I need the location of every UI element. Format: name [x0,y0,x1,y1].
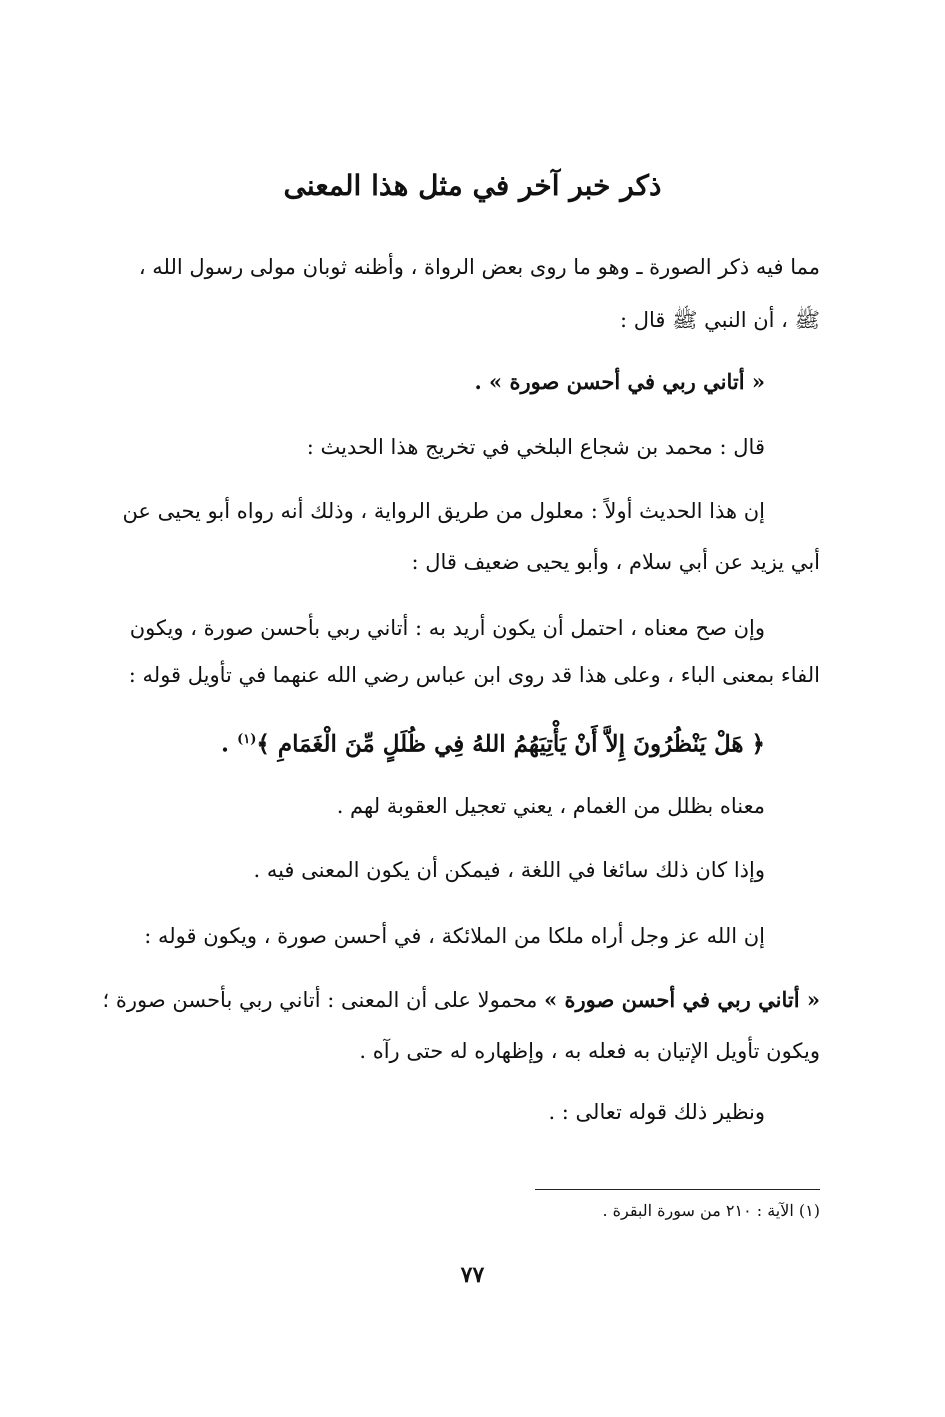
page-title: ذكر خبر آخر في مثل هذا المعنى [283,169,662,202]
text-line-7: وإن صح معناه ، احتمل أن يكون أريد به : أتاني ربي بأحسن صورة ، ويكون [129,616,765,640]
text-line-5: إن هذا الحديث أولاً : معلول من طريق الرواية ، وذلك أنه رواه أبو يحيى عن [122,499,765,523]
text-line-13-rest: محمولا على أن المعنى : أتاني ربي بأحسن صورة ؛ [102,988,538,1012]
hadith-quote-inline: « أتاني ربي في أحسن صورة » [544,987,820,1012]
text-line-14: ويكون تأويل الإتيان به فعله به ، وإظهاره له حتى رآه . [359,1039,820,1063]
page-number: ٧٧ [460,1262,485,1288]
text-line-10: معناه بظلل من الغمام ، يعني تعجيل العقوبة لهم . [336,794,765,818]
hadith-quote-line: « أتاني ربي في أحسن صورة » . [474,369,765,394]
text-line-12: إن الله عز وجل أراه ملكا من الملائكة ، في أحسن صورة ، ويكون قوله : [144,924,765,948]
footnote: (١) الآية : ٢١٠ من سورة البقرة . [602,1201,820,1220]
footnote-marker[interactable]: (١) [237,732,257,747]
text-line-11: وإذا كان ذلك سائغا في اللغة ، فيمكن أن يكون المعنى فيه . [253,858,765,882]
text-line-8: الفاء بمعنى الباء ، وعلى هذا قد روى ابن عباس رضي الله عنهما في تأويل قوله : [128,663,820,687]
footnote-divider [535,1189,820,1190]
text-line-13 [102,985,820,1015]
text-line-6: أبي يزيد عن أبي سلام ، وأبو يحيى ضعيف قال : [411,550,820,574]
text-line-15: ونظير ذلك قوله تعالى : . [548,1100,765,1124]
text-line-1: مما فيه ذكر الصورة ـ وهو ما روى بعض الرواة ، وأظنه ثوبان مولى رسول الله ، [138,255,820,279]
quran-verse: ﴿ هَلْ يَنْظُرُونَ إِلاَّ أَنْ يَأْتِيَهُمُ اللهُ فِي ظُلَلٍ مِّنَ الْغَمَامِ ﴾ [256,730,765,758]
quran-verse-line: ﴿ هَلْ يَنْظُرُونَ إِلاَّ أَنْ يَأْتِيَهُمُ اللهُ فِي ظُلَلٍ مِّنَ الْغَمَامِ ﴾$^{(١)}$ . [221,730,765,758]
text-line-2: ﷺ ، أن النبي ﷺ قال : [619,308,820,332]
text-line-4: قال : محمد بن شجاع البلخي في تخريج هذا الحديث : [306,435,765,459]
